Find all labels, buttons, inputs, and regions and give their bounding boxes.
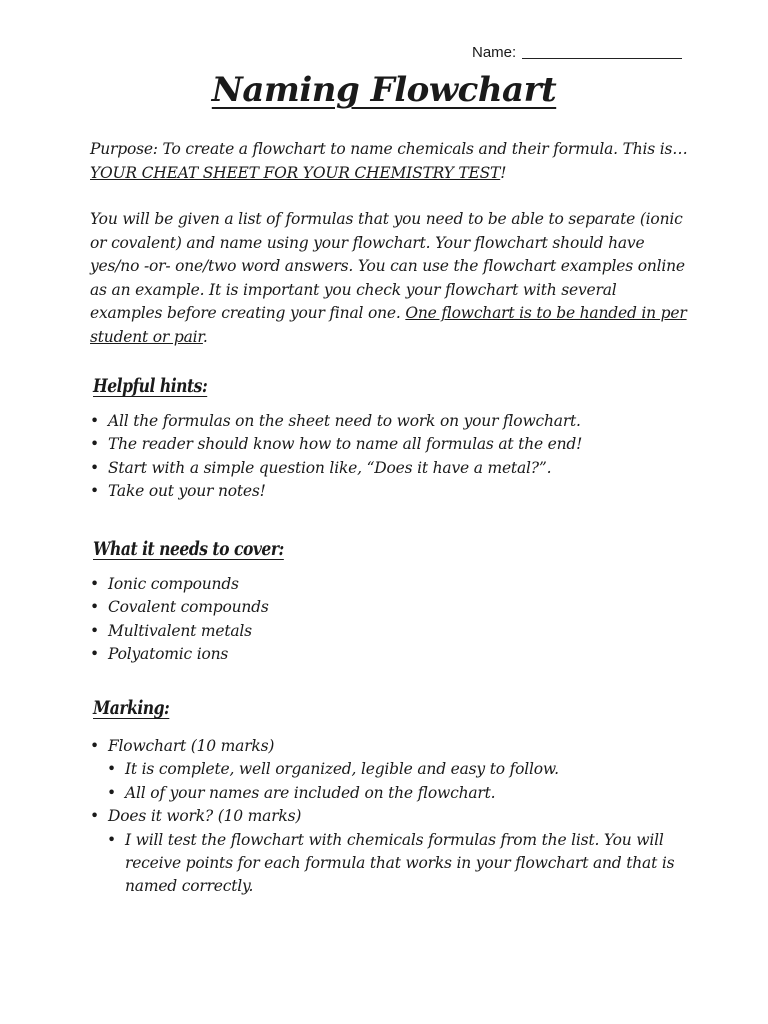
cover-list bbox=[90, 573, 269, 667]
name-label: Name: bbox=[472, 44, 517, 61]
name-blank-line[interactable] bbox=[522, 58, 682, 59]
list-item: • Multivalent metals bbox=[90, 620, 269, 643]
purpose-paragraph bbox=[90, 138, 690, 185]
marking-sub-item: • All of your names are included on the flowchart. bbox=[107, 782, 687, 805]
list-item: • Ionic compounds bbox=[90, 573, 269, 596]
purpose-line: Purpose: To create a flowchart to name chemicals and their formula. This is… bbox=[90, 140, 688, 158]
page-title: Naming Flowchart bbox=[211, 70, 557, 110]
list-item: • The reader should know how to name all formulas at the end! bbox=[90, 433, 582, 456]
list-item: • Start with a simple question like, “Does it have a metal?”. bbox=[90, 457, 582, 480]
name-field[interactable] bbox=[472, 44, 682, 61]
marking-sub-item: • I will test the flowchart with chemicals formulas from the list. You will receive points for each formula that works in your flowchart and that is named correctly. bbox=[107, 829, 687, 899]
marking-sub-item: • It is complete, well organized, legible and easy to follow. bbox=[107, 758, 687, 781]
instructions-end: . bbox=[202, 327, 208, 346]
cover-heading: What it needs to cover: bbox=[93, 538, 284, 560]
purpose-cheat-sheet: YOUR CHEAT SHEET FOR YOUR CHEMISTRY TEST bbox=[90, 163, 501, 182]
list-item: • Covalent compounds bbox=[90, 596, 269, 619]
marking-list bbox=[90, 735, 687, 899]
list-item: • Polyatomic ions bbox=[90, 643, 269, 666]
marking-works-item: • Does it work? (10 marks) bbox=[90, 805, 687, 828]
instructions-paragraph bbox=[90, 208, 690, 350]
marking-flowchart-item: • Flowchart (10 marks) bbox=[90, 735, 687, 758]
list-item: • Take out your notes! bbox=[90, 480, 582, 503]
instructions-text: You will be given a list of formulas that you need to be able to separate (ionic or covalent) and name using your flowchart. Your flowchart should have yes/no -or- one/two word answers. You can use the flowchart examples online as an example. It is important you check your flowchart with several examples before creating your final one. bbox=[90, 210, 685, 323]
marking-heading: Marking: bbox=[93, 697, 170, 719]
list-item: • All the formulas on the sheet need to work on your flowchart. bbox=[90, 410, 582, 433]
hints-list bbox=[90, 410, 582, 504]
purpose-exclaim: ! bbox=[500, 163, 507, 182]
instructions-handin: One flowchart is to be handed in per student or pair bbox=[90, 304, 687, 346]
hints-heading: Helpful hints: bbox=[93, 375, 208, 397]
